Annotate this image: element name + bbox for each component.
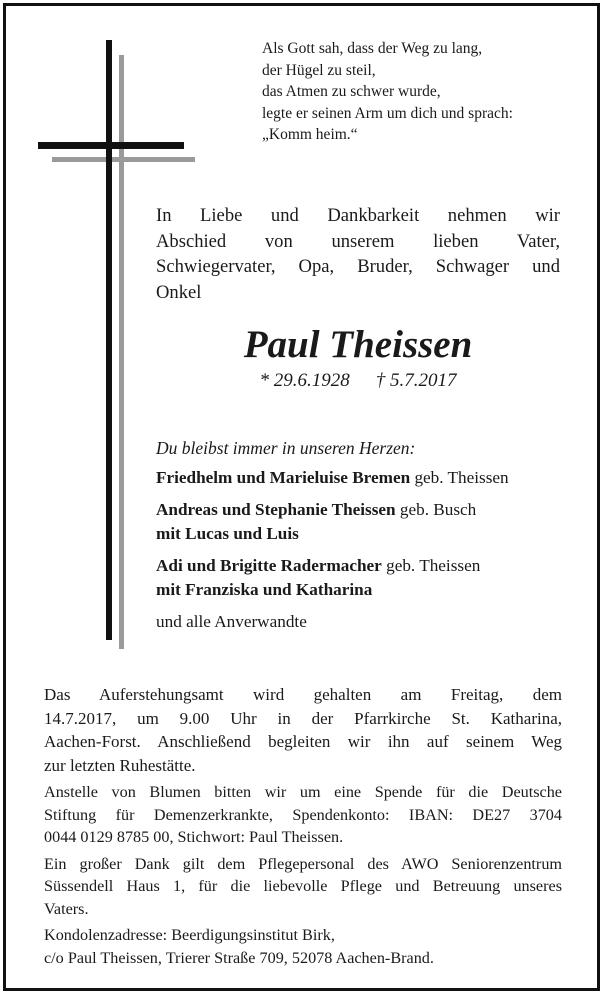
maiden-name: geb. Busch [399, 499, 477, 519]
poem [262, 38, 582, 146]
donation-line: Stiftung für Demenzerkrankte, Spendenkonto: IBAN: DE27 3704 [44, 805, 562, 824]
mourner-names: Friedhelm und Marieluise Bremen [156, 468, 411, 487]
intro-line: Abschied von unserem lieben Vater, [156, 230, 560, 252]
thanks-line: Ein großer Dank gilt dem Pflegepersonal des AWO Seniorenzentrum [44, 854, 562, 873]
mourners-list [156, 466, 576, 634]
mourner-group [156, 466, 576, 491]
donation-line: Anstelle von Blumen bitten wir um eine Spende für die Deutsche [44, 783, 562, 801]
mourner-names: Andreas und Stephanie Theissen [156, 499, 396, 519]
intro-line: Onkel [156, 281, 202, 303]
mourner-names: Adi und Brigitte Radermacher [156, 555, 382, 575]
maiden-name: geb. Theissen [414, 468, 509, 487]
cross-shadow-horizontal [52, 157, 195, 162]
service-line: zur letzten Ruhestätte. [44, 755, 196, 775]
poem-line: „Komm heim.“ [262, 126, 358, 143]
motto: Du bleibst immer in unseren Herzen: [156, 438, 416, 458]
address-line: Kondolenzadresse: Beerdigungsinstitut Birk, [44, 926, 335, 944]
service-paragraph [44, 683, 562, 777]
birth-date: * 29.6.1928 [259, 370, 350, 391]
thanks-line: Vaters. [44, 899, 89, 918]
intro-line: In Liebe und Dankbarkeit nehmen wir [156, 205, 560, 226]
cross-vertical-bar [106, 40, 112, 640]
address-line: c/o Paul Theissen, Trierer Straße 709, 52078 Aachen-Brand. [44, 948, 434, 967]
intro-text [156, 203, 560, 305]
cross-horizontal-bar [38, 142, 184, 149]
intro-line: Schwiegervater, Opa, Bruder, Schwager und [156, 256, 560, 277]
death-date: † 5.7.2017 [375, 370, 457, 391]
service-line: Aachen-Forst. Anschließend begleiten wir ihn auf seinem Weg [44, 732, 562, 751]
service-line: 14.7.2017, um 9.00 Uhr in der Pfarrkirche St. Katharina, [44, 708, 562, 728]
mourner-children: mit Franziska und Katharina [156, 580, 373, 599]
other-relatives: und alle Anverwandte [156, 611, 307, 631]
deceased-name: Paul Theissen [243, 323, 473, 366]
notice-details [44, 683, 562, 973]
mourner-group [156, 554, 576, 603]
mourner-group [156, 498, 576, 547]
poem-line: das Atmen zu schwer wurde, [262, 83, 441, 100]
address-paragraph [44, 924, 562, 969]
thanks-line: Süssendell Haus 1, für die liebevolle Pflege und Betreuung unseres [44, 877, 562, 895]
mourner-children: mit Lucas und Luis [156, 524, 299, 543]
thanks-paragraph [44, 853, 562, 921]
poem-line: der Hügel zu steil, [262, 61, 376, 79]
maiden-name: geb. Theissen [386, 555, 481, 575]
donation-paragraph [44, 781, 562, 849]
poem-line: Als Gott sah, dass der Weg zu lang, [262, 40, 483, 57]
donation-line: 0044 0129 8785 00, Stichwort: Paul Theissen. [44, 828, 344, 846]
life-dates [156, 370, 560, 392]
service-line: Das Auferstehungsamt wird gehalten am Freitag, dem [44, 685, 562, 704]
poem-line: legte er seinen Arm um dich und sprach: [262, 104, 513, 122]
